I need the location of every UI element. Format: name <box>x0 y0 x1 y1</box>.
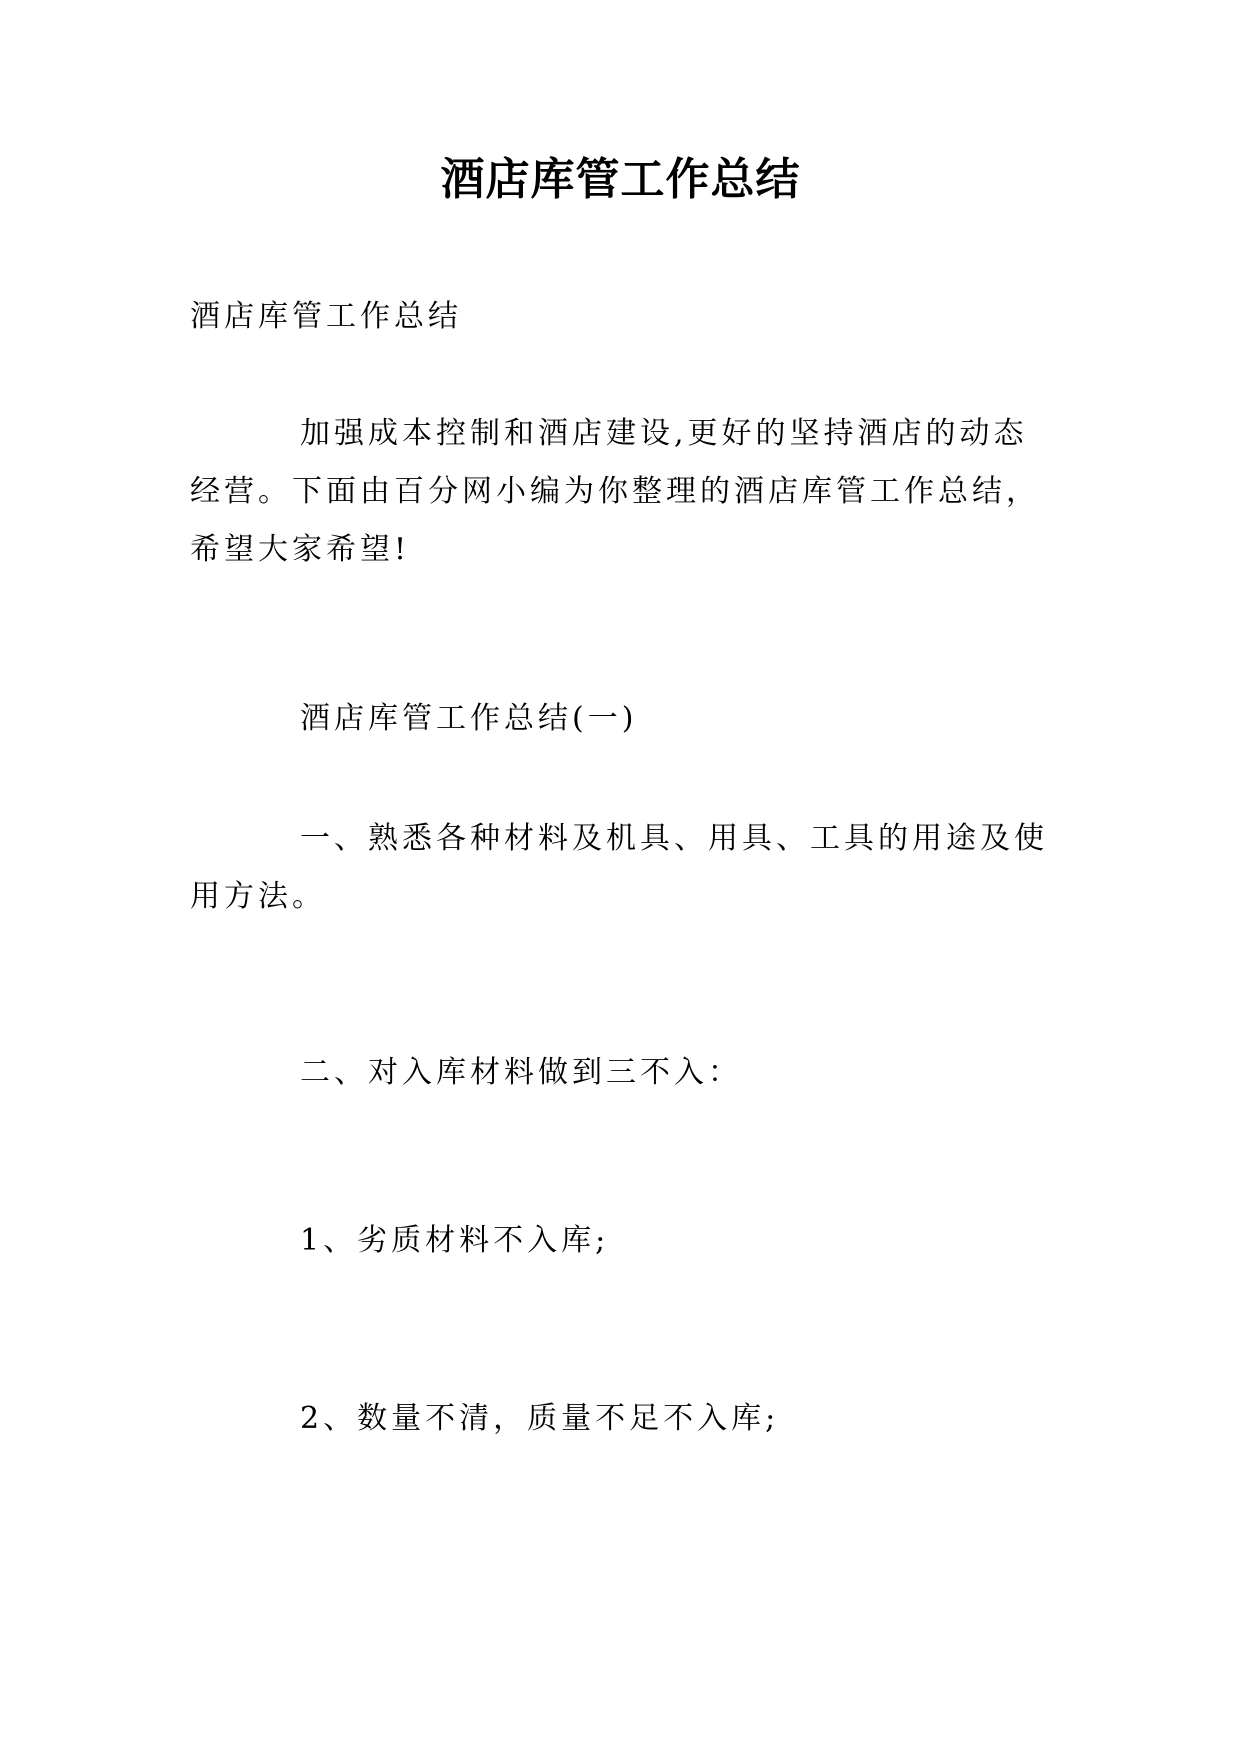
sub-item-two: 2、数量不清，质量不足不入库; <box>300 1401 780 1436</box>
point-one-paragraph: 一、熟悉各种材料及机具、用具、工具的用途及使用方法。 <box>190 821 1048 914</box>
document-title: 酒店库管工作总结 <box>440 154 801 205</box>
document-subtitle: 酒店库管工作总结 <box>190 299 462 334</box>
sub-item-one: 1、劣质材料不入库; <box>300 1223 610 1258</box>
point-two-paragraph: 二、对入库材料做到三不入： <box>300 1055 742 1090</box>
intro-paragraph: 加强成本控制和酒店建设,更好的坚持酒店的动态经营。下面由百分网小编为你整理的酒店库管工作总结，希望大家希望! <box>190 416 1040 567</box>
section-heading: 酒店库管工作总结(一) <box>300 701 638 736</box>
